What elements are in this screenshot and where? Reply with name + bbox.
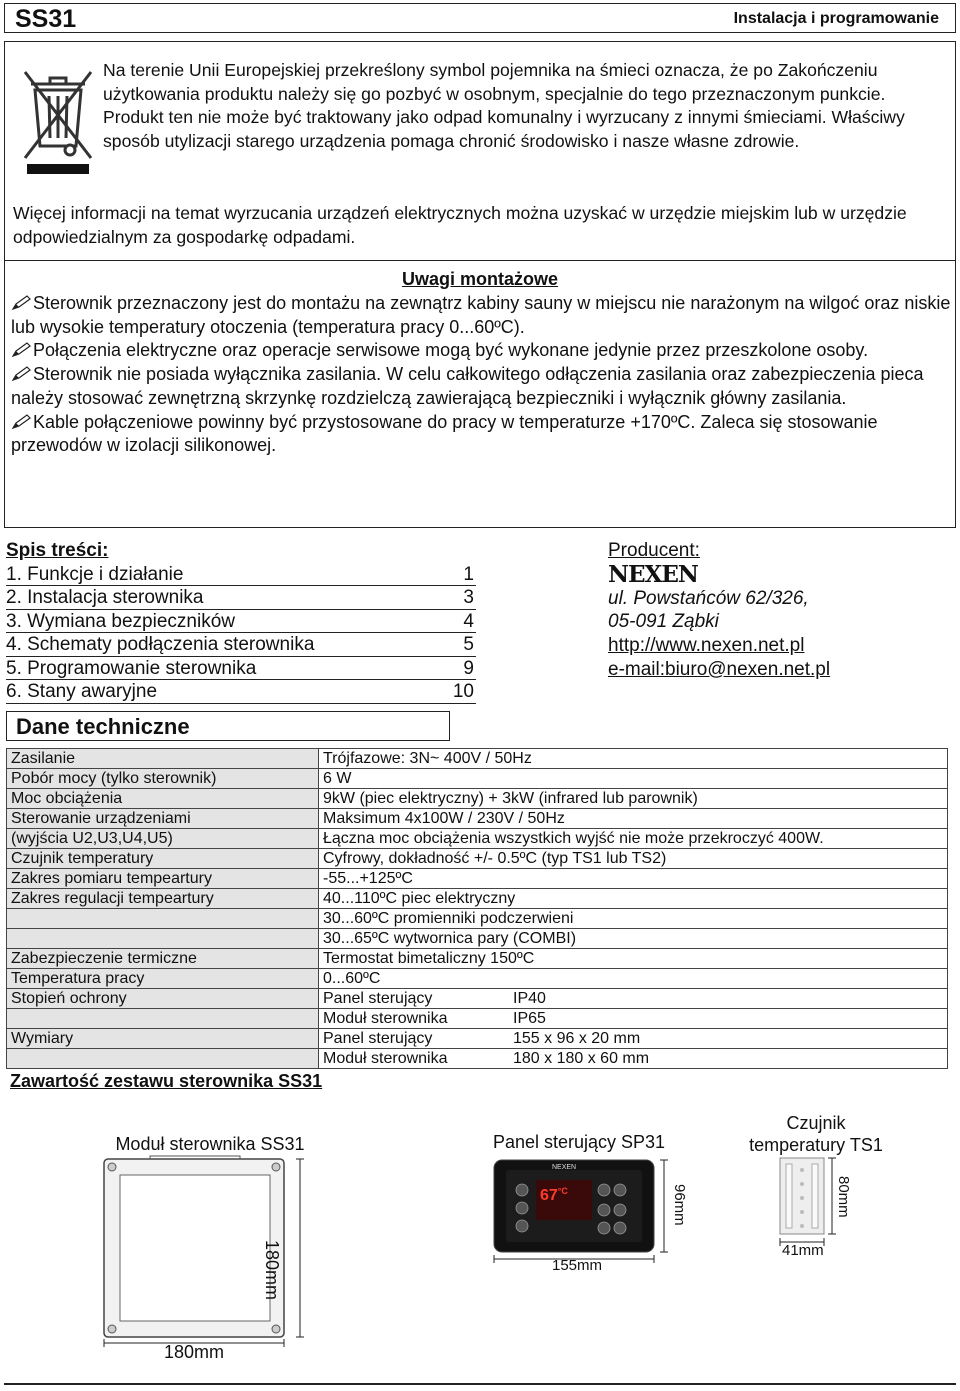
note-item: [11, 363, 951, 410]
nexen-logo: NEXEN: [608, 560, 698, 588]
table-row: Temperatura pracy 0...60ºC: [7, 969, 948, 989]
table-row: Zakres regulacji tempeartury 40...110ºC piec elektryczny: [7, 889, 948, 909]
table-row: Stopień ochrony Panel sterujący IP40: [7, 989, 948, 1009]
toc-item[interactable]: 2. Instalacja sterownika 3: [6, 587, 474, 609]
note-text: Połączenia elektryczne oraz operacje serwisowe mogą być wykonane jedynie przez przeszkolone osoby.: [33, 340, 869, 361]
panel-width-label: 155mm: [552, 1257, 603, 1274]
toc-item[interactable]: 5. Programowanie sterownika 9: [6, 657, 474, 679]
table-row: Wymiary Panel sterujący 155 x 96 x 20 mm: [7, 1029, 948, 1049]
producer-website-link[interactable]: http://www.nexen.net.pl: [608, 635, 805, 657]
producer-city: 05-091 Ząbki: [608, 611, 719, 633]
table-row: Moduł sterownika 180 x 180 x 60 mm: [7, 1049, 948, 1069]
toc-item[interactable]: 3. Wymiana bezpieczników 4: [6, 610, 474, 632]
section-title: Instalacja i programowanie: [733, 10, 939, 27]
note-item: [11, 292, 951, 339]
sensor-width-label: 41mm: [782, 1242, 824, 1259]
table-row: Sterowanie urządzeniami Maksimum 4x100W / 230V / 50Hz: [7, 809, 948, 829]
producer-block: [608, 539, 938, 682]
table-row: (wyjścia U2,U3,U4,U5) Łączna moc obciążenia wszystkich wyjść nie może przekroczyć 400W.: [7, 829, 948, 849]
table-row: Zasilanie Trójfazowe: 3N~ 400V / 50Hz: [7, 749, 948, 769]
table-row: Pobór mocy (tylko sterownik) 6 W: [7, 769, 948, 789]
panel-display-temp: $67^{^\circ C}$: [540, 1186, 568, 1204]
footer-line: [4, 1383, 956, 1385]
producer-street: ul. Powstańców 62/326,: [608, 587, 809, 609]
table-row: Moduł sterownika IP65: [7, 1009, 948, 1029]
page-header: [4, 3, 956, 33]
crossed-bin-icon: [21, 62, 95, 174]
table-row: 30...65ºC wytwornica pary (COMBI): [7, 929, 948, 949]
toc-title: Spis treści:: [6, 540, 109, 561]
pencil-icon: [11, 342, 33, 358]
table-of-contents: [6, 539, 476, 704]
module-label: Moduł sterownika SS31: [115, 1134, 305, 1154]
producer-label: Producent:: [608, 540, 700, 561]
toc-item[interactable]: 4. Schematy podłączenia sterownika 5: [6, 634, 474, 656]
panel-brand: NEXEN: [552, 1164, 577, 1171]
tech-data-table: [6, 748, 948, 1069]
sensor-label: Czujnik temperatury TS1: [749, 1113, 883, 1155]
note-text: Sterownik nie posiada wyłącznika zasilania. W celu całkowitego odłączenia zasilania oraz zabezpieczenia pieca należy stosować zewnętrzną skrzynkę rozdzielczą zawierającą bezpieczniki i wyłącznik główny zasilania.: [11, 364, 924, 408]
controller-module-drawing: [100, 1155, 330, 1370]
panel-label: Panel sterujący SP31: [492, 1132, 666, 1152]
pencil-icon: [11, 414, 33, 430]
notes-list: [11, 292, 951, 458]
tech-data-title: Dane techniczne: [6, 711, 450, 741]
kit-title: Zawartość zestawu sterownika SS31: [10, 1071, 323, 1091]
control-panel-drawing: [492, 1156, 692, 1266]
weee-notice: Na terenie Unii Europejskiej przekreślony symbol pojemnika na śmieci oznacza, że po Zakończeniu użytkowania produktu należy się go pozbyć w osobnym, specjalnie do tego przeznaczonym punkcie. Produkt ten nie może być traktowany jako odpad komunalny i wyrzucany z innymi śmieciami. Właściwy sposób utylizacji starego urządzenia pomaga chronić środowisko i nasze własne zdrowie.: [103, 60, 905, 151]
module-width-label: 180mm: [164, 1342, 225, 1362]
notes-title: Uwagi montażowe: [401, 269, 558, 289]
table-row: Moc obciążenia 9kW (piec elektryczny) + 3kW (infrared lub parownik): [7, 789, 948, 809]
weee-more-info: Więcej informacji na temat wyrzucania urządzeń elektrycznych można uzyskać w urzędzie miejskim lub w urzędzie odpowiedzialnym za gospodarkę odpadami.: [13, 203, 907, 247]
pencil-icon: [11, 366, 33, 382]
note-text: Sterownik przeznaczony jest do montażu na zewnątrz kabiny sauny w miejscu nie narażonym na wilgoć oraz niskie lub wysokie temperatury otoczenia (temperatura pracy 0...60ºC).: [11, 293, 951, 337]
producer-email-link[interactable]: e-mail:biuro@nexen.net.pl: [608, 658, 831, 680]
table-row: Czujnik temperatury Cyfrowy, dokładność +/- 0.5ºC (typ TS1 lub TS2): [7, 849, 948, 869]
info-box: [4, 41, 956, 528]
table-row: 30...60ºC promienniki podczerwieni: [7, 909, 948, 929]
module-height-label: 180mm: [262, 1240, 282, 1301]
panel-height-label: 96mm: [671, 1184, 688, 1226]
model-code: SS31: [15, 5, 77, 33]
note-item: [11, 411, 951, 458]
note-text: Kable połączeniowe powinny być przystosowane do pracy w temperaturze +170ºC. Zaleca się stosowanie przewodów w izolacji silikonowej.: [11, 411, 878, 456]
pencil-icon: [11, 295, 33, 311]
table-row: Zakres pomiaru tempeartury -55...+125ºC: [7, 869, 948, 889]
table-row: Zabezpieczenie termiczne Termostat bimetaliczny 150ºC: [7, 949, 948, 969]
toc-item[interactable]: 1. Funkcje i działanie 1: [6, 563, 474, 585]
toc-item[interactable]: 6. Stany awaryjne 10: [6, 681, 474, 703]
divider: [5, 260, 955, 261]
note-item: [11, 339, 951, 363]
sensor-height-label: 80mm: [835, 1176, 852, 1218]
